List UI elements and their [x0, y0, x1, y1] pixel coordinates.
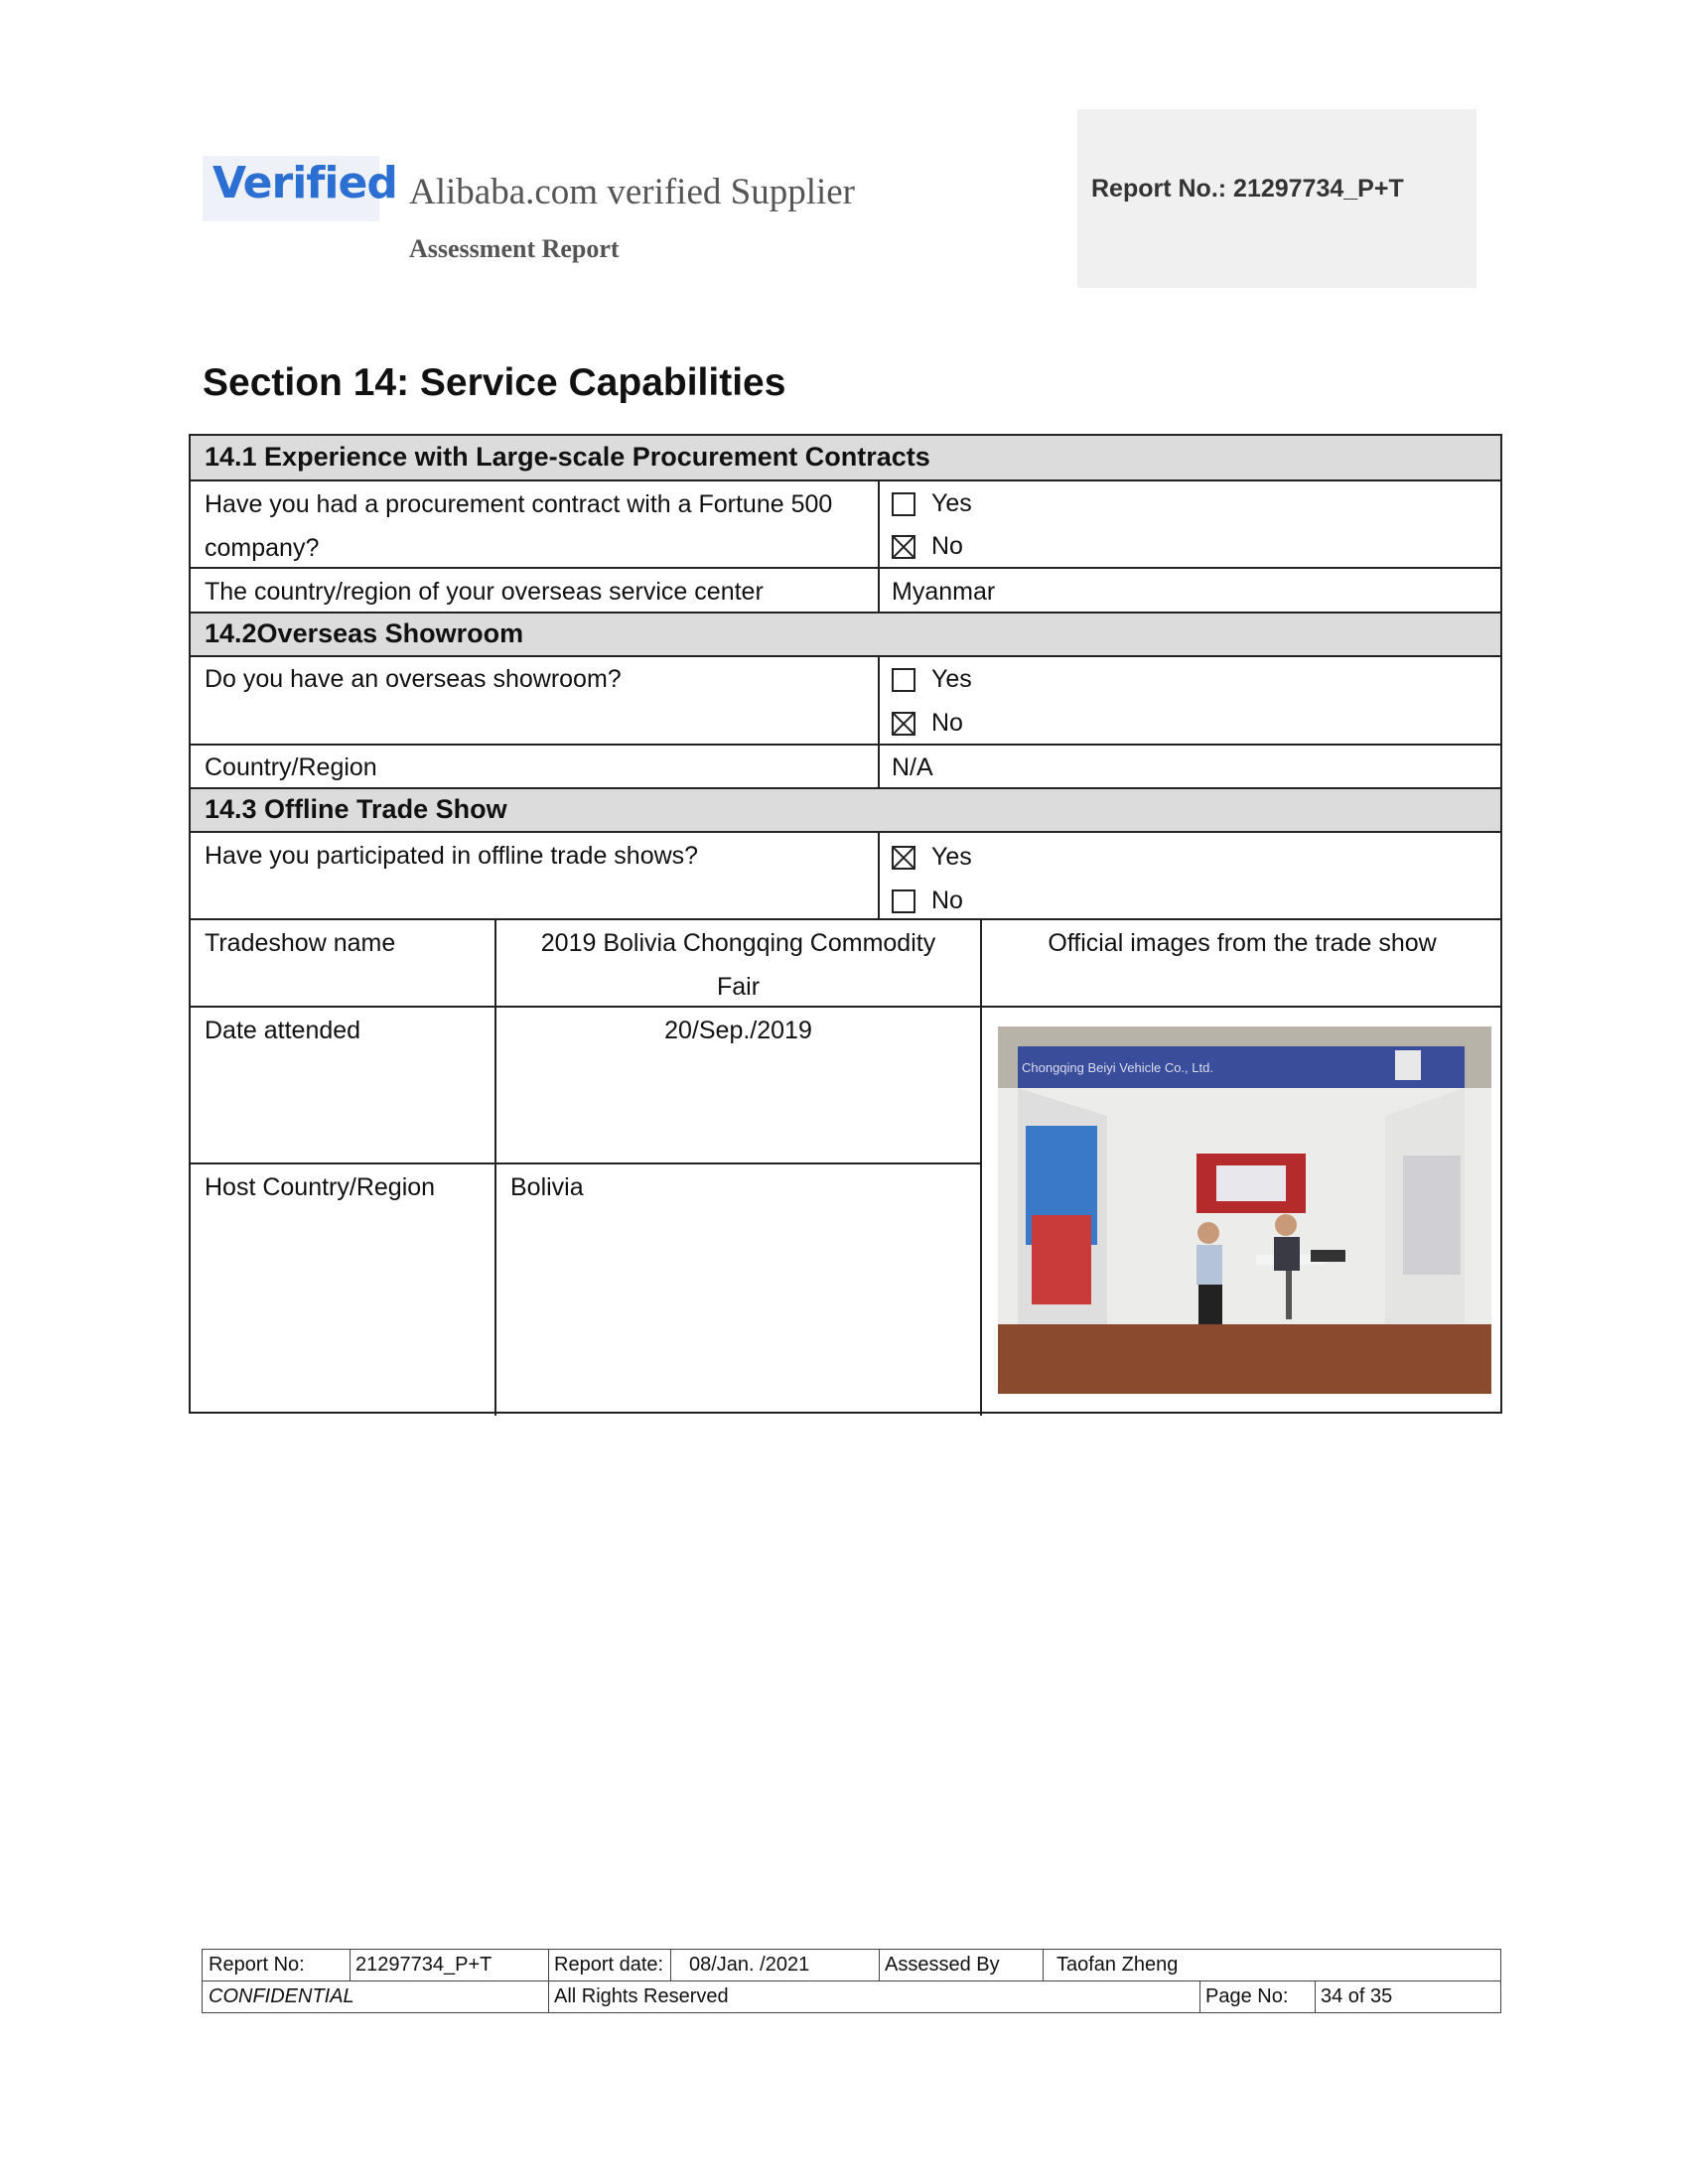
showroom-question: Do you have an overseas showroom?	[205, 665, 622, 693]
footer-table	[202, 1949, 1501, 2013]
footer-page-label: Page No:	[1205, 1985, 1289, 2007]
footer-assessed-by-label: Assessed By	[885, 1954, 1000, 1976]
header-subtitle: Assessment Report	[409, 234, 620, 263]
footer-confidential: CONFIDENTIAL	[209, 1985, 354, 2007]
report-number-box	[1077, 109, 1477, 288]
section-14-3-header: 14.3 Offline Trade Show	[191, 789, 1500, 831]
footer-report-date: 08/Jan. /2021	[689, 1954, 810, 1976]
footer-page-number: 34 of 35	[1321, 1985, 1393, 2007]
fortune500-question: Have you had a procurement contract with a Fortune 500 company?	[205, 490, 833, 562]
showroom-country-label: Country/Region	[205, 753, 377, 781]
header-title: Alibaba.com verified Supplier	[409, 172, 856, 212]
date-attended-label: Date attended	[205, 1017, 361, 1044]
section-14-1-header: 14.1 Experience with Large-scale Procurement Contracts	[191, 436, 1500, 479]
service-center-answer: Myanmar	[892, 578, 996, 606]
showroom-no-option[interactable]: No	[892, 709, 963, 738]
host-country-label: Host Country/Region	[205, 1173, 436, 1201]
logo-text: Verified	[212, 158, 397, 208]
showroom-yes-option[interactable]: Yes	[892, 665, 972, 694]
tradeshow-name-label: Tradeshow name	[205, 929, 396, 957]
footer-rights: All Rights Reserved	[554, 1985, 729, 2007]
date-attended-value: 20/Sep./2019	[664, 1017, 812, 1044]
official-images-label: Official images from the trade show	[1048, 929, 1437, 957]
checked-checkbox-icon	[892, 712, 915, 736]
footer-assessed-by: Taofan Zheng	[1056, 1954, 1179, 1976]
section-14-2-header: 14.2Overseas Showroom	[191, 614, 1500, 655]
tradeshow-photo	[998, 1026, 1491, 1394]
fortune500-no-option[interactable]: No	[892, 532, 963, 561]
fortune500-yes-option[interactable]: Yes	[892, 489, 972, 518]
verified-logo	[203, 156, 397, 221]
showroom-country-answer: N/A	[892, 753, 933, 781]
checkbox-icon	[892, 889, 915, 913]
checkbox-icon	[892, 492, 915, 516]
host-country-value: Bolivia	[510, 1173, 584, 1201]
service-center-question: The country/region of your overseas service center	[205, 578, 764, 606]
booth-illustration	[998, 1026, 1491, 1394]
tradeshow-yes-option[interactable]: Yes	[892, 843, 972, 872]
checked-checkbox-icon	[892, 535, 915, 559]
photo-banner-text: Chongqing Beiyi Vehicle Co., Ltd.	[1022, 1060, 1213, 1075]
checked-checkbox-icon	[892, 846, 915, 870]
footer-report-no: 21297734_P+T	[355, 1954, 492, 1976]
tradeshow-question: Have you participated in offline trade shows?	[205, 842, 699, 870]
footer-report-no-label: Report No:	[209, 1954, 305, 1976]
tradeshow-name-value: 2019 Bolivia Chongqing Commodity Fair	[540, 929, 936, 1001]
section-title: Section 14: Service Capabilities	[203, 361, 786, 404]
report-number: Report No.: 21297734_P+T	[1091, 175, 1404, 203]
checkbox-icon	[892, 668, 915, 692]
footer-report-date-label: Report date:	[554, 1954, 664, 1976]
tradeshow-no-option[interactable]: No	[892, 887, 963, 915]
